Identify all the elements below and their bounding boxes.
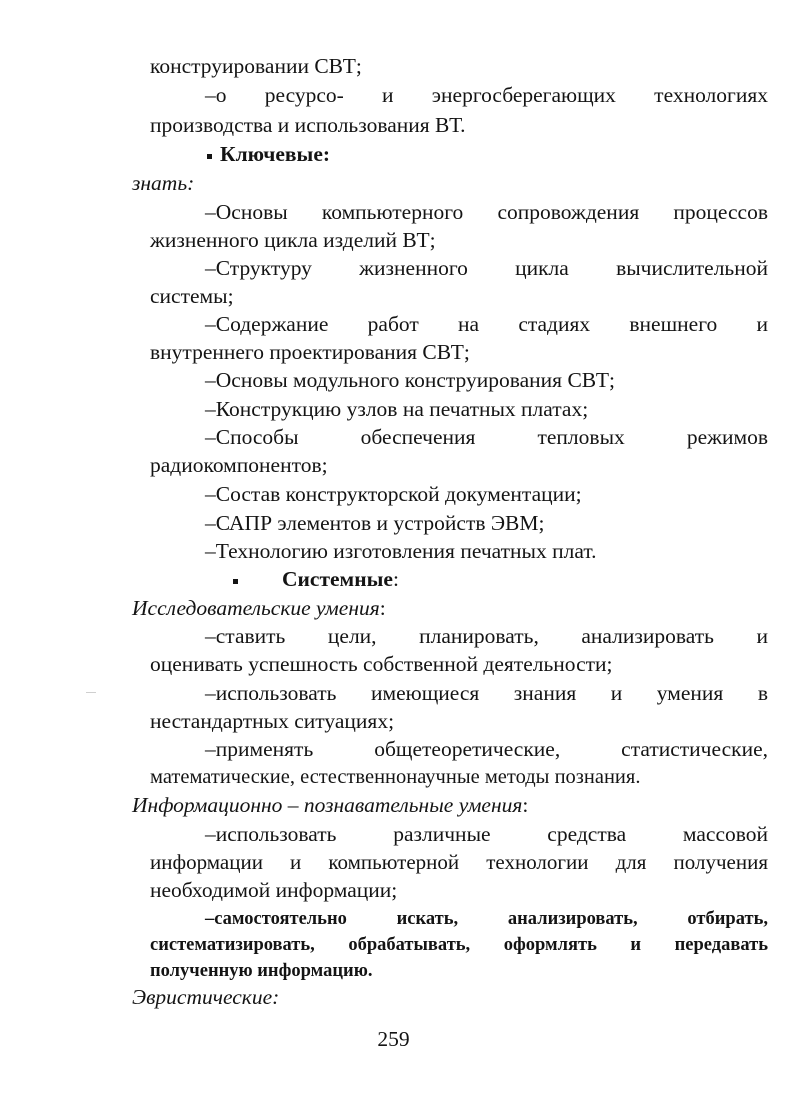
text-line: –Основы компьютерного сопровождения процессов <box>205 200 768 224</box>
text-line: –Структуру жизненного цикла вычислительной <box>205 256 768 280</box>
subheading-colon: : <box>379 596 386 620</box>
subheading-information <box>132 791 528 819</box>
section-heading-key <box>207 140 330 168</box>
text-line: внутреннего проектирования СВТ; <box>150 340 470 364</box>
text-line: оценивать успешность собственной деятельности; <box>150 652 613 676</box>
text-line: –самостоятельно искать, анализировать, отбирать, <box>205 909 768 929</box>
subheading-text: Исследовательские умения <box>132 596 380 620</box>
subheading-text: Информационно – познавательные умения <box>132 793 523 817</box>
subheading-research <box>132 594 386 622</box>
bullet-icon <box>233 579 238 584</box>
subheading-znat: знать: <box>132 171 195 195</box>
scan-artifact <box>86 692 96 693</box>
text-line: необходимой информации; <box>150 878 398 902</box>
bullet-icon <box>207 154 212 159</box>
subheading-heuristic: Эвристические: <box>132 985 280 1009</box>
text-line: –применять общетеоретические, статистические, <box>205 737 768 761</box>
text-line: системы; <box>150 284 234 308</box>
section-heading-system <box>233 565 399 593</box>
text-line: конструировании СВТ; <box>150 54 362 78</box>
text-line: –Состав конструкторской документации; <box>205 482 582 506</box>
page-number: 259 <box>377 1027 410 1051</box>
text-line: полученную информацию. <box>150 961 373 981</box>
text-line: нестандартных ситуациях; <box>150 709 395 733</box>
text-line: жизненного цикла изделий ВТ; <box>150 228 436 252</box>
text-line: –использовать различные средства массовой <box>205 822 768 846</box>
text-line: –Основы модульного конструирования СВТ; <box>205 368 615 392</box>
heading-text: Ключевые: <box>220 142 331 166</box>
text-line: информации и компьютерной технологии для получения <box>150 850 768 874</box>
text-line: систематизировать, обрабатывать, оформлять и передавать <box>150 935 768 955</box>
text-line: –Содержание работ на стадиях внешнего и <box>205 312 768 336</box>
text-line: –использовать имеющиеся знания и умения в <box>205 681 768 705</box>
text-line: –о ресурсо- и энергосберегающих технологиях <box>205 83 768 107</box>
subheading-colon: : <box>522 793 529 817</box>
heading-text: Системные <box>282 567 393 591</box>
text-line: –Технологию изготовления печатных плат. <box>205 539 597 563</box>
text-line: –ставить цели, планировать, анализировать и <box>205 624 768 648</box>
text-line: производства и использования ВТ. <box>150 113 466 137</box>
heading-colon: : <box>392 567 399 591</box>
text-line: математические, естественнонаучные методы познания. <box>150 766 641 788</box>
text-line: –Способы обеспечения тепловых режимов <box>205 425 768 449</box>
text-line: –САПР элементов и устройств ЭВМ; <box>205 511 545 535</box>
text-line: радиокомпонентов; <box>150 453 328 477</box>
text-line: –Конструкцию узлов на печатных платах; <box>205 397 589 421</box>
